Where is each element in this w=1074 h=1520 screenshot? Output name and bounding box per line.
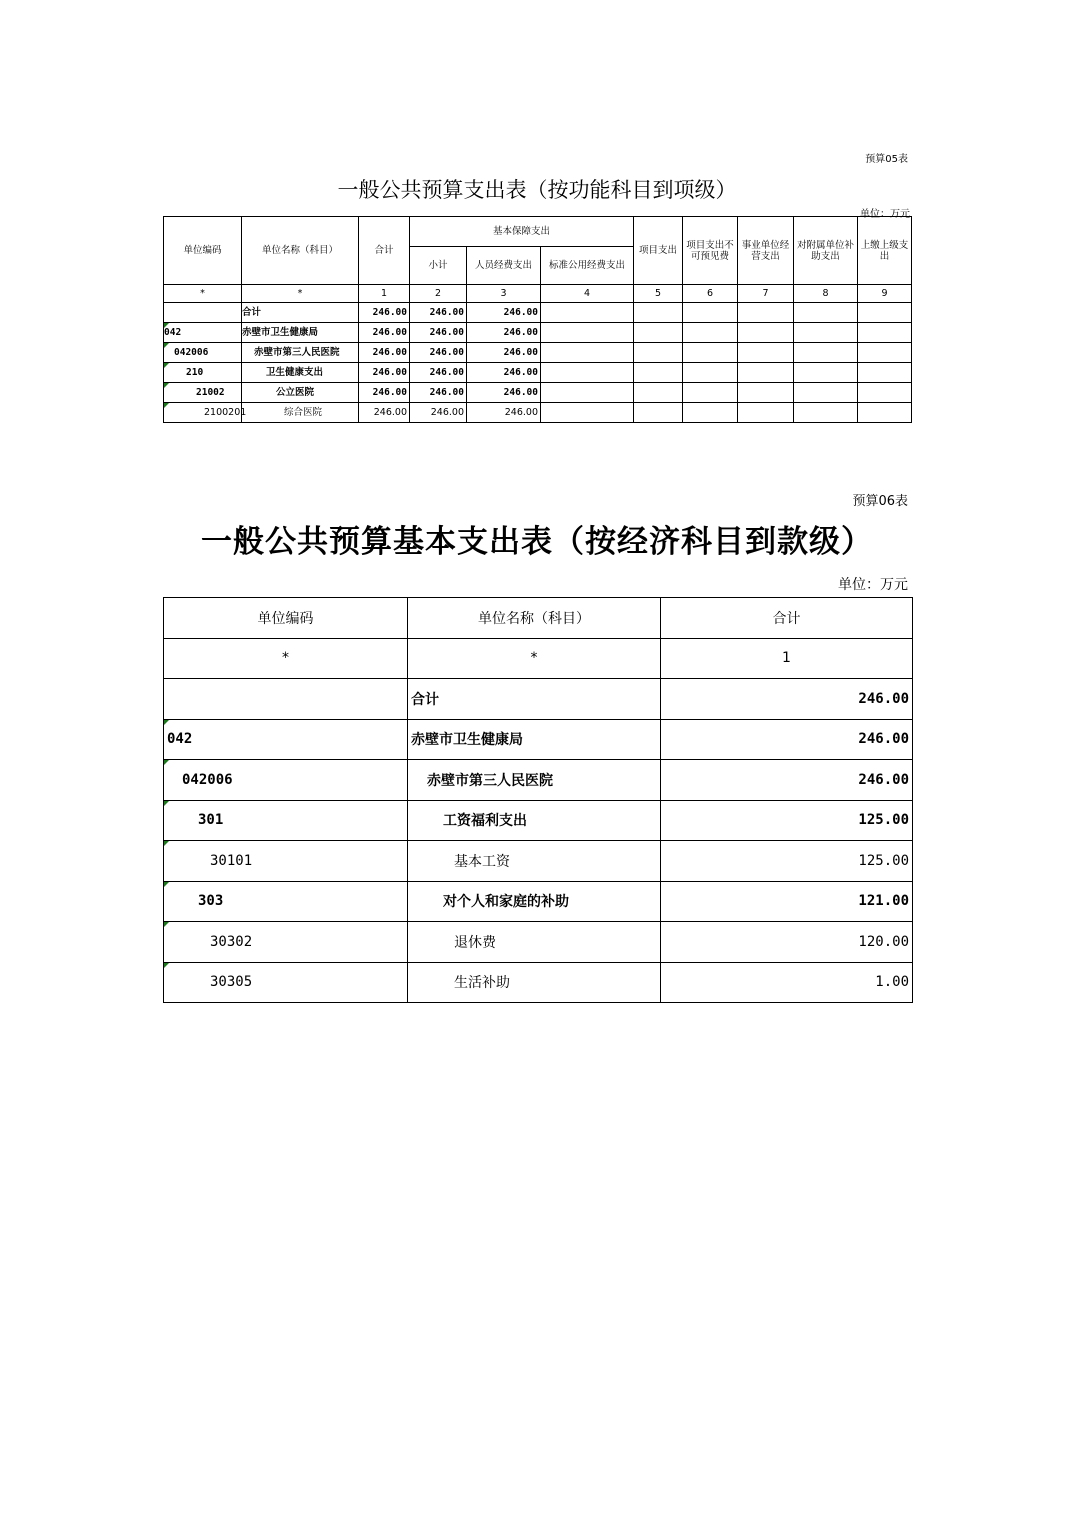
t1-total-cell: 246.00 [359,383,410,403]
t2-name-cell: 赤壁市第三人民医院 [408,760,661,801]
t2-total-cell: 125.00 [661,841,913,882]
t2-code-cell: 30101 [164,841,408,882]
table-row [164,962,913,1003]
t1-header-subsidy: 对附属单位补助支出 [794,217,858,285]
t2-total-cell: 246.00 [661,719,913,760]
t2-total-cell: 125.00 [661,800,913,841]
table-row [164,343,912,363]
t1-empty-cell [541,343,634,363]
t2-header-code: 单位编码 [164,598,408,639]
t1-code-cell [164,303,242,323]
t1-empty-cell [858,303,912,323]
t1-empty-cell [683,303,738,323]
t1-header-name: 单位名称（科目） [242,217,359,285]
table-row [164,303,912,323]
t1-empty-cell [738,383,794,403]
t1-total-cell: 246.00 [359,403,410,423]
t1-name-cell: 赤壁市第三人民医院 [242,343,359,363]
t1-empty-cell [858,383,912,403]
t2-header-name: 单位名称（科目） [408,598,661,639]
t1-name-cell: 赤壁市卫生健康局 [242,323,359,343]
t1-personnel-cell: 246.00 [467,383,541,403]
t2-name-cell: 对个人和家庭的补助 [408,881,661,922]
t1-header-total: 合计 [359,217,410,285]
t1-index-cell: * [242,285,359,303]
t1-index-cell: 5 [634,285,683,303]
t1-name-cell: 合计 [242,303,359,323]
t1-empty-cell [738,303,794,323]
t1-name-cell: 综合医院 [242,403,359,423]
t1-empty-cell [794,383,858,403]
table2-title: 一般公共预算基本支出表（按经济科目到款级） [201,524,873,560]
t2-index-cell: * [408,638,661,679]
t1-subtotal-cell: 246.00 [410,323,467,343]
t2-total-cell: 246.00 [661,679,913,720]
table-row [164,719,913,760]
t1-header-subtotal: 小计 [410,247,467,285]
t1-header-business: 事业单位经营支出 [738,217,794,285]
t1-header-public: 标准公用经费支出 [541,247,634,285]
t1-personnel-cell: 246.00 [467,303,541,323]
t1-header-personnel: 人员经费支出 [467,247,541,285]
t2-code-cell: 042006 [164,760,408,801]
table-row [164,383,912,403]
t2-total-cell: 121.00 [661,881,913,922]
t1-empty-cell [683,383,738,403]
t1-subtotal-cell: 246.00 [410,403,467,423]
t1-index-cell: 7 [738,285,794,303]
t1-subtotal-cell: 246.00 [410,303,467,323]
t1-empty-cell [738,403,794,423]
t2-name-cell: 赤壁市卫生健康局 [408,719,661,760]
t1-empty-cell [794,303,858,323]
t1-name-cell: 公立医院 [242,383,359,403]
t1-empty-cell [794,323,858,343]
t1-subtotal-cell: 246.00 [410,383,467,403]
t1-index-cell: * [164,285,242,303]
t1-index-cell: 8 [794,285,858,303]
t1-index-cell: 1 [359,285,410,303]
table-row [164,800,913,841]
t1-total-cell: 246.00 [359,323,410,343]
t1-code-cell: 042006 [164,343,242,363]
t1-empty-cell [738,343,794,363]
t1-index-cell: 6 [683,285,738,303]
t1-empty-cell [794,343,858,363]
t1-empty-cell [683,363,738,383]
t1-empty-cell [541,323,634,343]
t2-header-row [164,598,913,639]
t1-total-cell: 246.00 [359,343,410,363]
t1-empty-cell [683,403,738,423]
t1-index-row [164,285,912,303]
t1-empty-cell [858,363,912,383]
t1-personnel-cell: 246.00 [467,363,541,383]
t1-index-cell: 9 [858,285,912,303]
t1-header-basic: 基本保障支出 [410,217,634,247]
t1-empty-cell [541,303,634,323]
table-row [164,760,913,801]
table-row [164,403,912,423]
t1-total-cell: 246.00 [359,303,410,323]
t2-name-cell: 退休费 [408,922,661,963]
table2 [163,597,913,1003]
t2-code-cell: 301 [164,800,408,841]
t1-personnel-cell: 246.00 [467,403,541,423]
t2-code-cell: 303 [164,881,408,922]
table2-tag: 预算06表 [852,494,908,509]
t1-empty-cell [683,323,738,343]
table-row [164,922,913,963]
t1-empty-cell [634,323,683,343]
t1-empty-cell [634,363,683,383]
t2-header-total: 合计 [661,598,913,639]
t1-personnel-cell: 246.00 [467,343,541,363]
t1-header-higher: 上缴上级支出 [858,217,912,285]
table-row [164,841,913,882]
table-row [164,323,912,343]
t1-subtotal-cell: 246.00 [410,363,467,383]
t1-name-cell: 卫生健康支出 [242,363,359,383]
table-row [164,363,912,383]
t2-code-cell: 30302 [164,922,408,963]
t1-personnel-cell: 246.00 [467,323,541,343]
table-row [164,881,913,922]
t1-empty-cell [858,323,912,343]
t2-code-cell: 042 [164,719,408,760]
table-row [164,679,913,720]
t1-header-code: 单位编码 [164,217,242,285]
table1 [163,216,912,423]
t2-name-cell: 工资福利支出 [408,800,661,841]
t1-code-cell: 21002 [164,383,242,403]
t1-empty-cell [738,363,794,383]
t1-index-cell: 2 [410,285,467,303]
t1-empty-cell [858,403,912,423]
t2-name-cell: 基本工资 [408,841,661,882]
t1-code-cell: 042 [164,323,242,343]
t2-total-cell: 1.00 [661,962,913,1003]
t1-empty-cell [683,343,738,363]
t1-empty-cell [794,403,858,423]
t2-index-cell: * [164,638,408,679]
t1-empty-cell [541,403,634,423]
t2-index-cell: 1 [661,638,913,679]
t2-code-cell [164,679,408,720]
t2-name-cell: 生活补助 [408,962,661,1003]
t1-empty-cell [541,383,634,403]
t1-empty-cell [858,343,912,363]
t2-total-cell: 246.00 [661,760,913,801]
table1-unit: 单位：万元 [860,209,910,220]
t1-empty-cell [541,363,634,383]
t1-empty-cell [634,303,683,323]
t1-header-project: 项目支出 [634,217,683,285]
t1-subtotal-cell: 246.00 [410,343,467,363]
t1-empty-cell [634,343,683,363]
t1-header-unforeseen: 项目支出不可预见费 [683,217,738,285]
table1-title: 一般公共预算支出表（按功能科目到项级） [337,178,737,202]
t1-code-cell: 2100201 [164,403,242,423]
t1-index-cell: 3 [467,285,541,303]
table1-tag: 预算05表 [865,154,908,165]
t1-code-cell: 210 [164,363,242,383]
t2-code-cell: 30305 [164,962,408,1003]
t2-name-cell: 合计 [408,679,661,720]
t1-empty-cell [634,383,683,403]
t2-total-cell: 120.00 [661,922,913,963]
t2-index-row [164,638,913,679]
table2-unit: 单位：万元 [838,577,908,593]
t1-index-cell: 4 [541,285,634,303]
t1-total-cell: 246.00 [359,363,410,383]
t1-empty-cell [738,323,794,343]
t1-empty-cell [634,403,683,423]
t1-empty-cell [794,363,858,383]
